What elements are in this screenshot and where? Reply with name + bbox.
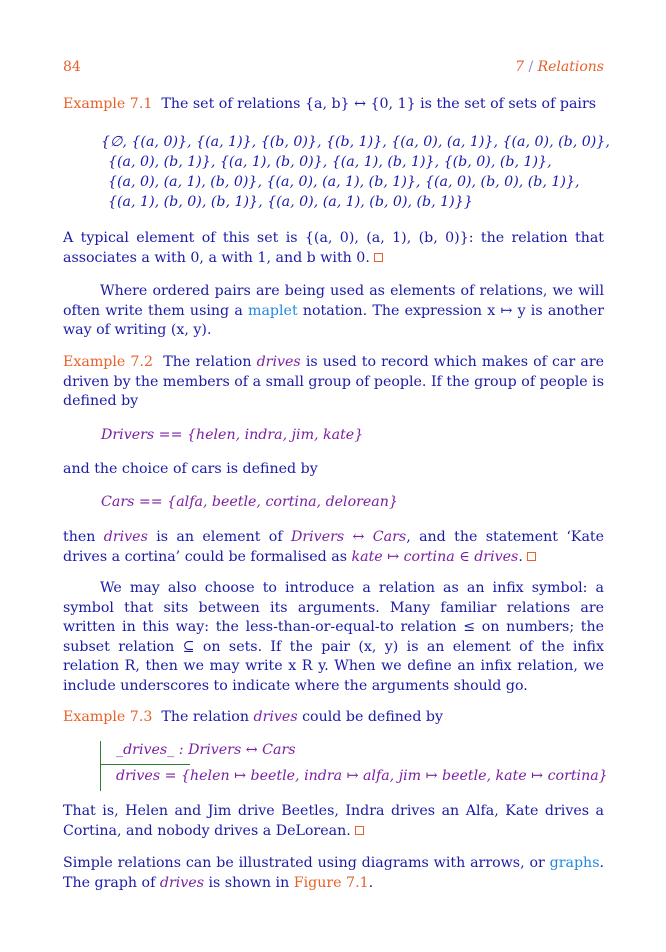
set-line-2: {(a, 0), (b, 1)}, {(a, 1), (b, 0)}, {(a, 1), (b, 1)}, {(b, 0), (b, 1)}, (108, 154, 552, 170)
set-line-4: {(a, 1), (b, 0), (b, 1)}, {(a, 0), (a, 1), (b, 0), (b, 1)}} (108, 194, 473, 210)
example-label: Example 7.3 (63, 709, 153, 725)
then-text-3: , and the statement ‘Kate drives a cortina’ could be formalised as (63, 529, 605, 565)
qed-icon (374, 253, 383, 262)
drives-term: drives (253, 709, 298, 725)
maplet-text-1: Where ordered pairs are being used as elements of relations, we will often write them using a (63, 283, 604, 319)
typical-text-a: A typical element of this set is {(a, 0), (a, 1), (b, 0)}: the relation that associates (63, 230, 604, 266)
then-text-2: is an element of (147, 529, 291, 545)
running-header (515, 59, 604, 75)
set-line-1: {∅, {(a, 0)}, {(a, 1)}, {(b, 0)}, {(b, 1)}, {(a, 0), (a, 1)}, {(a, 0), (b, 0)}, (101, 134, 610, 150)
example-label: Example 7.2 (63, 354, 153, 370)
set-line-3: {(a, 0), (a, 1), (b, 0)}, {(a, 0), (a, 1), (b, 1)}, {(a, 0), (b, 0), (b, 1)}, (108, 174, 580, 190)
schema-declaration: _drives_ : Drivers ↔ Cars (116, 742, 296, 758)
example-7-3-paragraph (63, 708, 604, 728)
schema-horizontal-rule (100, 764, 190, 765)
example-label: Example 7.1 (63, 96, 153, 112)
example-text-1: The relation (161, 709, 254, 725)
schema-vertical-rule (100, 741, 101, 791)
example-7-2-paragraph (63, 353, 604, 412)
final-text-3: is shown in (203, 874, 294, 891)
example-text: The set of relations {a, b} ↔ {0, 1} is the set of sets of pairs (161, 96, 597, 112)
final-text-2: . The graph of (63, 855, 604, 891)
membership-expression: kate ↦ cortina ∈ drives (351, 548, 519, 565)
summary-paragraph (63, 802, 604, 841)
final-text-4: . (368, 874, 374, 891)
drives-term: drives (103, 529, 148, 545)
summary-text: That is, Helen and Jim drive Beetles, Indra drives an Alfa, Kate drives a Cortina, and nobody drives a DeLorean. (63, 803, 604, 839)
cars-intro: and the choice of cars is defined by (63, 461, 318, 477)
chapter-title: Relations (537, 59, 604, 75)
qed-icon (527, 552, 536, 561)
cars-definition: Cars == {alfa, beetle, cortina, delorean} (101, 494, 398, 510)
graphs-link[interactable]: graphs (549, 855, 600, 871)
chapter-number: 7 (515, 59, 524, 75)
typical-text-b: a with 0, a with 1, and b with 0. (141, 249, 370, 266)
maplet-link[interactable]: maplet (248, 302, 298, 319)
drives-term: drives (256, 354, 301, 370)
relation-expression: Drivers ↔ Cars (290, 529, 407, 545)
maplet-text-2: notation. The expression x ↦ y is another way of writing (x, y). (63, 302, 604, 339)
then-text-1: then (63, 529, 104, 545)
qed-icon (355, 826, 364, 835)
infix-paragraph: We may also choose to introduce a relation as an infix symbol: a symbol that sits between its arguments. Many familiar relations are written in this way: the less-than-or-equal-to relation ≤ on numbers; the subset relation ⊆ on sets. If the pair (x, y) is an element of the infix relation R, then we may write x R y. When we define an infix relation, we include underscores to indicate where the arguments should go. (63, 580, 604, 694)
example-7-1-intro (63, 95, 604, 115)
drives-term: drives (159, 874, 204, 891)
figure-link[interactable]: Figure 7.1 (293, 874, 369, 891)
example-text-2: could be defined by (297, 709, 444, 725)
typical-element-paragraph (63, 229, 604, 268)
header-slash: / (528, 59, 534, 75)
example-text-2: is used to record which makes of car are driven by the members of a small group of people. If the group of people is defined by (63, 354, 605, 410)
example-text-1: The relation (163, 354, 257, 370)
drivers-definition: Drivers == {helen, indra, jim, kate} (101, 427, 364, 443)
final-text-1: Simple relations can be illustrated using diagrams with arrows, or (63, 855, 550, 871)
maplet-paragraph (63, 282, 604, 341)
then-paragraph (63, 528, 604, 567)
graphs-paragraph (63, 854, 604, 893)
then-text-4: . (518, 548, 523, 565)
schema-predicate: drives = {helen ↦ beetle, indra ↦ alfa, jim ↦ beetle, kate ↦ cortina} (116, 768, 608, 784)
page-number: 84 (63, 59, 81, 75)
